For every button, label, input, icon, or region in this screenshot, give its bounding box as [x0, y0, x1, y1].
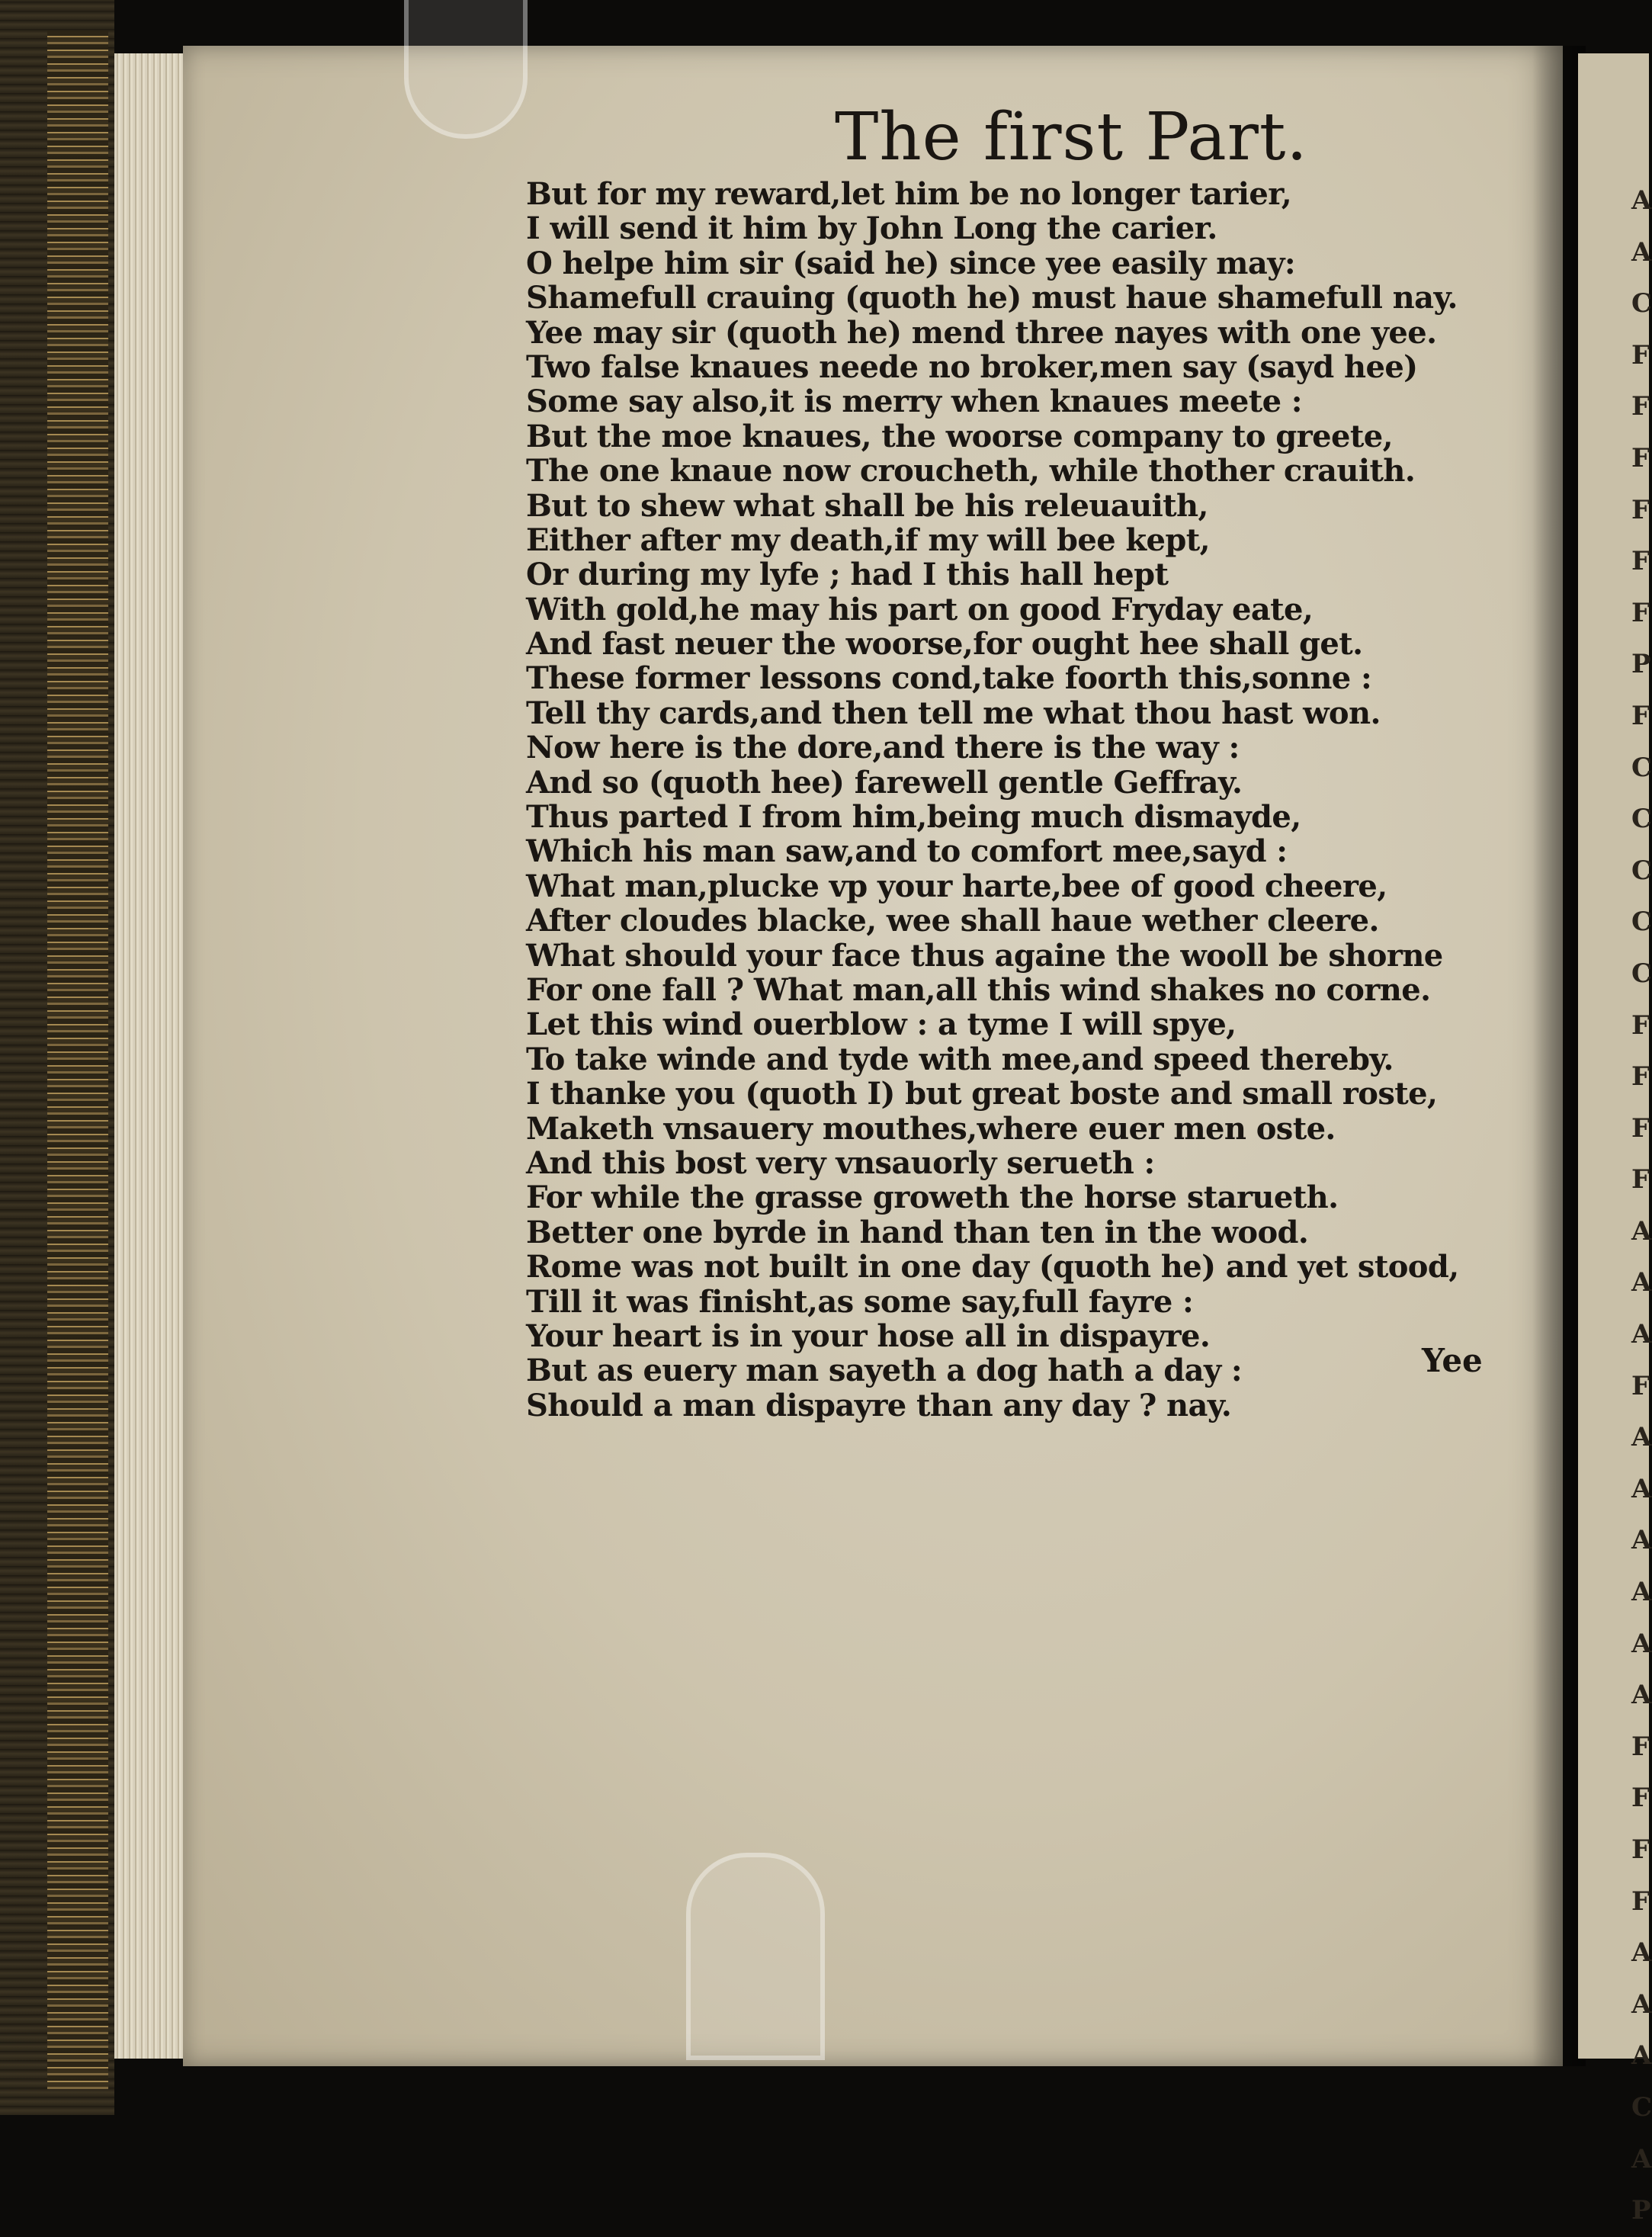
- running-header: The first Part.: [835, 99, 1308, 175]
- facing-page-letter: C: [1631, 958, 1652, 989]
- facing-page-letter: A: [1631, 1988, 1652, 2020]
- facing-page-letter: F: [1631, 1731, 1650, 1762]
- facing-page-letter: P: [1631, 649, 1651, 680]
- facing-page-letter: A: [1631, 1422, 1652, 1453]
- verse-line: Which his man saw,and to comfort mee,sayd :: [526, 833, 1288, 870]
- catchword: Yee: [1422, 1342, 1483, 1379]
- verse-line: Rome was not built in one day (quoth he) and yet stood,: [526, 1249, 1459, 1285]
- facing-page-letter: F: [1631, 1112, 1650, 1144]
- facing-page-letter: A: [1631, 1267, 1652, 1298]
- verse-line: Now here is the dore,and there is the way :: [526, 730, 1240, 766]
- page-clip-bottom: [686, 1853, 825, 2060]
- verse-text: [526, 177, 1459, 1423]
- facing-page-letter: C: [1631, 752, 1652, 783]
- verse-line: Shamefull crauing (quoth he) must haue shamefull nay.: [526, 280, 1458, 316]
- facing-page-letter: A: [1631, 1473, 1652, 1504]
- facing-page-letter: F: [1631, 339, 1650, 371]
- verse-line: But for my reward,let him be no longer tarier,: [526, 176, 1292, 212]
- verse-line: After cloudes blacke, wee shall haue wether cleere.: [526, 903, 1379, 939]
- verse-line: To take winde and tyde with mee,and speed thereby.: [526, 1041, 1394, 1077]
- verse-line: Either after my death,if my will bee kept,: [526, 522, 1210, 558]
- verse-line: O helpe him sir (said he) since yee easily may:: [526, 245, 1296, 281]
- facing-page-letter: A: [1631, 1937, 1652, 1969]
- page-clip-top: [404, 0, 528, 139]
- verse-line: For while the grasse groweth the horse starueth.: [526, 1179, 1339, 1216]
- facing-page-letter: F: [1631, 494, 1650, 525]
- facing-page-letter: C: [1631, 907, 1652, 938]
- facing-page-letter: A: [1631, 185, 1652, 216]
- verse-line: But as euery man sayeth a dog hath a day :: [526, 1353, 1243, 1389]
- facing-page-letter: C: [1631, 855, 1652, 886]
- verse-line: Let this wind ouerblow : a tyme I will spye,: [526, 1006, 1237, 1043]
- facing-page-letter: F: [1631, 391, 1650, 422]
- verse-line: And so (quoth hee) farewell gentle Geffray.: [526, 764, 1243, 801]
- verse-line: What man,plucke vp your harte,bee of good cheere,: [526, 868, 1387, 904]
- verse-line: The one knaue now croucheth, while thother crauith.: [526, 453, 1416, 489]
- verse-line: Maketh vnsauery mouthes,where euer men oste.: [526, 1110, 1336, 1147]
- verse-line: Two false knaues neede no broker,men say (sayd hee): [526, 348, 1418, 385]
- facing-page-letter: A: [1631, 2143, 1652, 2174]
- facing-page-letter: F: [1631, 546, 1650, 577]
- facing-page-letter: A: [1631, 1628, 1652, 1659]
- verse-line: I thanke you (quoth I) but great boste and small roste,: [526, 1076, 1438, 1112]
- facing-page-letter: F: [1631, 442, 1650, 473]
- verse-line: Better one byrde in hand than ten in the wood.: [526, 1214, 1309, 1250]
- verse-line: Till it was finisht,as some say,full fayre :: [526, 1283, 1194, 1320]
- book-binding: [0, 0, 114, 2115]
- facing-page-letter: C: [1631, 288, 1652, 319]
- verse-line: But the moe knaues, the woorse company to greete,: [526, 418, 1393, 454]
- facing-page-letter: A: [1631, 2040, 1652, 2072]
- facing-page-letter: A: [1631, 1319, 1652, 1350]
- facing-page-letter: F: [1631, 1009, 1650, 1041]
- facing-page-letter: F: [1631, 1164, 1650, 1196]
- verse-line: Thus parted I from him,being much dismayde,: [526, 799, 1301, 836]
- verse-line: And this bost very vnsauorly serueth :: [526, 1144, 1155, 1181]
- facing-page-letter: F: [1631, 1886, 1650, 1917]
- facing-page-letter: P: [1631, 2195, 1651, 2226]
- verse-line: But to shew what shall be his releuauith,: [526, 487, 1208, 524]
- facing-page-letter: A: [1631, 1577, 1652, 1608]
- facing-page-letter: F: [1631, 1061, 1650, 1093]
- facing-page-letter: F: [1631, 1370, 1650, 1401]
- verse-line: Yee may sir (quoth he) mend three nayes with one yee.: [526, 314, 1437, 351]
- verse-line: These former lessons cond,take foorth this,sonne :: [526, 660, 1372, 697]
- facing-page-letter: C: [1631, 804, 1652, 835]
- facing-page-letter: F: [1631, 597, 1650, 628]
- verse-line: Or during my lyfe ; had I this hall hept: [526, 557, 1169, 593]
- verse-line: I will send it him by John Long the carier.: [526, 210, 1217, 247]
- verse-line: Your heart is in your hose all in dispayre.: [526, 1317, 1211, 1354]
- facing-page-letter: F: [1631, 1834, 1650, 1865]
- facing-page-letters: [1631, 175, 1652, 2237]
- facing-page-letter: C: [1631, 2091, 1652, 2123]
- verse-line: For one fall ? What man,all this wind shakes no corne.: [526, 971, 1431, 1008]
- facing-page-letter: A: [1631, 236, 1652, 268]
- verse-line: With gold,he may his part on good Fryday eate,: [526, 591, 1314, 627]
- verse-line: What should your face thus againe the wooll be shorne: [526, 937, 1443, 974]
- facing-page-letter: F: [1631, 700, 1650, 731]
- verse-line: Should a man dispayre than any day ? nay.: [526, 1387, 1232, 1423]
- facing-page-letter: A: [1631, 1680, 1652, 1711]
- verse-line: Tell thy cards,and then tell me what thou hast won.: [526, 695, 1381, 731]
- facing-page-letter: A: [1631, 1215, 1652, 1247]
- facing-page-letter: F: [1631, 1783, 1650, 1814]
- verse-line: Some say also,it is merry when knaues meete :: [526, 384, 1302, 420]
- facing-page-letter: A: [1631, 1525, 1652, 1556]
- verse-line: And fast neuer the woorse,for ought hee shall get.: [526, 626, 1363, 663]
